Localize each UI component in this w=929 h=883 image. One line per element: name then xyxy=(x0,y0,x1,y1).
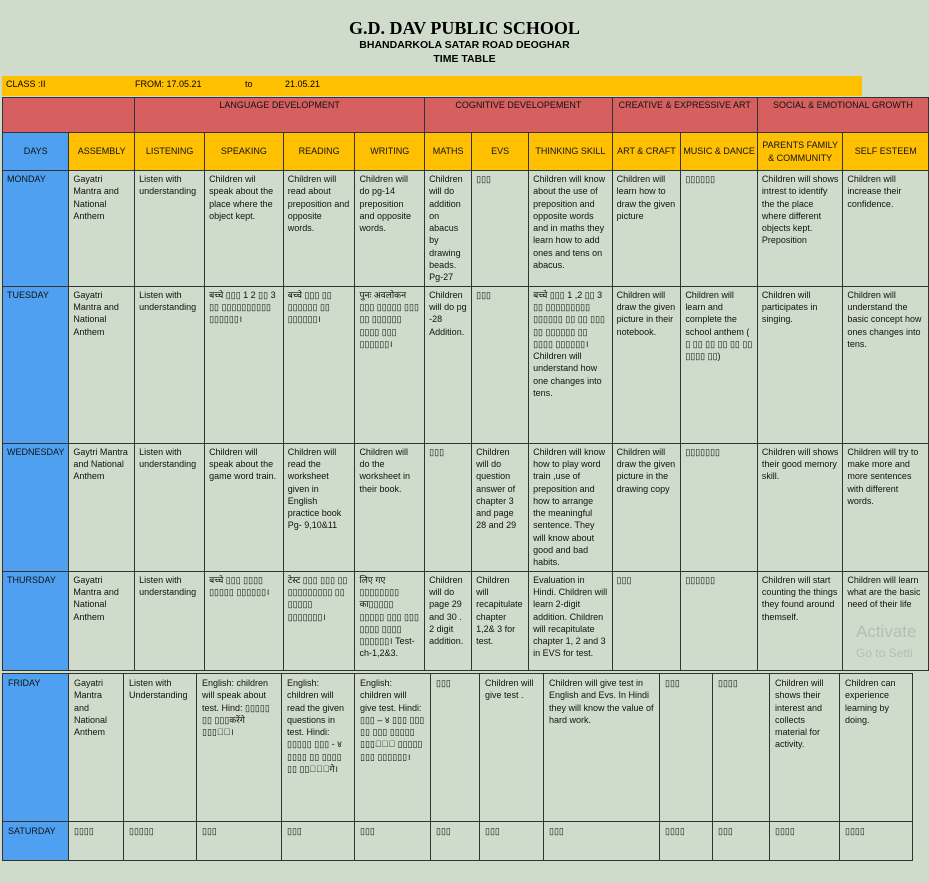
cell: ▯▯▯ xyxy=(425,443,472,571)
cell: ▯▯▯ xyxy=(472,286,529,443)
from-date: FROM: 17.05.21 xyxy=(135,79,202,89)
cell: ▯▯▯▯ xyxy=(840,822,913,861)
class-bar xyxy=(2,76,862,96)
day-cell: THURSDAY xyxy=(3,571,69,670)
cell: Children will do question answer of chapter 3 and page 28 and 29 xyxy=(472,443,529,571)
category-blank xyxy=(3,98,135,133)
cell: Children will shows their good memory skill. xyxy=(757,443,843,571)
cell: English: children will speak about test. Hind: ▯▯▯▯▯ ▯▯ ▯▯▯करेंगे ▯▯▯▯ै। xyxy=(197,674,282,822)
cell: लिए गए ▯▯▯▯▯▯▯▯ का▯▯▯▯▯ ▯▯▯▯▯ ▯▯▯ ▯▯▯ ▯▯▯▯ ▯▯▯▯ ▯▯▯▯▯▯। Test- ch-1,2&3. xyxy=(355,571,425,670)
cell: Children will do pg-14 preposition and opposite words. xyxy=(355,171,425,287)
category-language: LANGUAGE DEVELOPMENT xyxy=(135,98,425,133)
day-cell: FRIDAY xyxy=(3,674,69,822)
row-wednesday xyxy=(3,443,929,571)
cell: ▯▯▯▯▯▯▯ xyxy=(681,443,758,571)
cell: English: children will read the given questions in test. Hindi: ▯▯▯▯▯ ▯▯▯ - ४ ▯▯▯▯ ▯▯ ▯▯▯▯ ▯▯ ▯▯▯ेंगे। xyxy=(282,674,355,822)
settings-watermark: Go to Setti xyxy=(856,646,913,660)
cell: Children will draw the given picture in their notebook. xyxy=(612,286,681,443)
col-listening: LISTENING xyxy=(135,133,205,171)
cell: Children will learn how to draw the given picture xyxy=(612,171,681,287)
cell: ▯▯▯ xyxy=(197,822,282,861)
activate-watermark: Activate xyxy=(856,622,917,641)
to-label: to xyxy=(245,79,253,89)
col-parents-family: PARENTS FAMILY & COMMUNITY xyxy=(757,133,843,171)
document-title: TIME TABLE xyxy=(433,53,496,65)
cell: ▯▯▯▯ xyxy=(660,822,713,861)
cell: ▯▯▯▯ xyxy=(713,674,770,822)
school-address: BHANDARKOLA SATAR ROAD DEOGHAR xyxy=(359,39,570,51)
cell: Children will participates in singing. xyxy=(757,286,843,443)
cell: Children will do page 29 and 30 . 2 digit addition. xyxy=(425,571,472,670)
timetable-friday-saturday xyxy=(2,673,913,861)
cell: Children will learn what are the basic need of their life xyxy=(843,571,929,670)
class-label: CLASS :II xyxy=(6,79,46,89)
row-saturday xyxy=(3,822,913,861)
cell: Children will recapitulate chapter 1,2& 3 for test. xyxy=(472,571,529,670)
cell: Children will shows intrest to identify the the place where different objects kept. Preposition xyxy=(757,171,843,287)
column-header-row xyxy=(3,133,929,171)
cell: Listen with understanding xyxy=(135,443,205,571)
school-name: G.D. DAV PUBLIC SCHOOL xyxy=(349,18,580,38)
cell: ▯▯▯ xyxy=(612,571,681,670)
cell: Gayatri Mantra and National Anthem xyxy=(69,286,135,443)
cell: Children will start counting the things they found around themself. xyxy=(757,571,843,670)
cell: बच्चे ▯▯▯ ▯▯ ▯▯▯▯▯▯ ▯▯ ▯▯▯▯▯▯। xyxy=(283,286,355,443)
cell: Children wil speak about the place where the object kept. xyxy=(205,171,284,287)
cell: ▯▯▯▯▯▯ xyxy=(681,171,758,287)
cell: बच्चे ▯▯▯ ▯▯▯▯ ▯▯▯▯▯ ▯▯▯▯▯▯। xyxy=(205,571,284,670)
timetable-main xyxy=(2,97,929,671)
category-social: SOCIAL & EMOTIONAL GROWTH xyxy=(757,98,928,133)
cell: ▯▯▯▯▯▯ xyxy=(681,571,758,670)
cell: ▯▯▯ xyxy=(544,822,660,861)
col-speaking: SPEAKING xyxy=(205,133,284,171)
cell: Children will read about preposition and opposite words. xyxy=(283,171,355,287)
cell: Children will give test in English and Evs. In Hindi they will know the value of hard work. xyxy=(544,674,660,822)
cell: ▯▯▯ xyxy=(472,171,529,287)
row-thursday xyxy=(3,571,929,670)
cell: Listen with Understanding xyxy=(124,674,197,822)
cell: English: children will give test. Hindi: ▯▯▯ – ४ ▯▯▯ ▯▯▯ ▯▯ ▯▯▯ ▯▯▯▯▯ ▯▯▯▯ेे ▯▯▯▯▯ ▯▯▯ ▯▯▯▯▯▯। xyxy=(355,674,431,822)
col-self-esteem: SELF ESTEEM xyxy=(843,133,929,171)
day-cell: TUESDAY xyxy=(3,286,69,443)
cell: ▯▯▯ xyxy=(282,822,355,861)
cell: ▯▯▯ xyxy=(431,674,480,822)
cell: ▯▯▯▯ xyxy=(770,822,840,861)
category-row xyxy=(3,98,929,133)
cell: Listen with understanding xyxy=(135,286,205,443)
col-evs: EVS xyxy=(472,133,529,171)
cell: Children will speak about the game word train. xyxy=(205,443,284,571)
cell: Children will know how to play word train ,use of preposition and how to arrange the meaningful sentence. They will know about good and bad habits. xyxy=(529,443,613,571)
cell: Children will draw the given picture in the drawing copy xyxy=(612,443,681,571)
cell: Evaluation in Hindi. Children will learn 2-digit addition. Children will recapitulate chapter 1, 2 and 3 in EVS for test. xyxy=(529,571,613,670)
cell: ▯▯▯▯ xyxy=(69,822,124,861)
cell: Listen with understanding xyxy=(135,171,205,287)
cell: Gayatri Mantra and National Anthem xyxy=(69,674,124,822)
cell: Children will try to make more and more sentences with different words. xyxy=(843,443,929,571)
cell: Children will read the worksheet given in English practice book Pg- 9,10&11 xyxy=(283,443,355,571)
col-writing: WRITING xyxy=(355,133,425,171)
cell: ▯▯▯ xyxy=(431,822,480,861)
row-tuesday xyxy=(3,286,929,443)
cell: ▯▯▯▯▯ xyxy=(124,822,197,861)
col-maths: MATHS xyxy=(425,133,472,171)
cell: Gayatri Mantra and National Anthem xyxy=(69,571,135,670)
cell: Children will do addition on abacus by drawing beads. Pg-27 xyxy=(425,171,472,287)
cell: पुनः अवलोकन ▯▯▯ ▯▯▯▯▯ ▯▯▯ ▯▯ ▯▯▯▯▯▯ ▯▯▯▯ ▯▯▯ ▯▯▯▯▯▯। xyxy=(355,286,425,443)
category-creative: CREATIVE & EXPRESSIVE ART xyxy=(612,98,757,133)
cell: टेस्ट ▯▯▯ ▯▯▯ ▯▯ ▯▯▯▯▯▯▯▯▯ ▯▯ ▯▯▯▯▯ ▯▯▯▯▯▯▯। xyxy=(283,571,355,670)
col-art-craft: ART & CRAFT xyxy=(612,133,681,171)
cell: ▯▯▯ xyxy=(713,822,770,861)
cell: Gayatri Mantra and National Anthem xyxy=(69,171,135,287)
cell: ▯▯▯ xyxy=(660,674,713,822)
col-assembly: ASSEMBLY xyxy=(69,133,135,171)
cell: Children will shows their interest and collects material for activity. xyxy=(770,674,840,822)
day-cell: WEDNESDAY xyxy=(3,443,69,571)
to-date: 21.05.21 xyxy=(285,79,321,89)
row-friday xyxy=(3,674,913,822)
day-cell: SATURDAY xyxy=(3,822,69,861)
cell: Children will know about the use of preposition and opposite words and in maths they learn how to add ones and tens on abacus. xyxy=(529,171,613,287)
col-music-dance: MUSIC & DANCE xyxy=(681,133,758,171)
cell: Children will increase their confidence. xyxy=(843,171,929,287)
cell: ▯▯▯ xyxy=(480,822,544,861)
cell: Children will do the worksheet in their book. xyxy=(355,443,425,571)
cell: Gaytri Mantra and National Anthem xyxy=(69,443,135,571)
cell: Children will learn and complete the school anthem ( ▯ ▯▯ ▯▯ ▯▯ ▯▯ ▯▯ ▯▯▯▯ ▯▯) xyxy=(681,286,758,443)
col-days: DAYS xyxy=(3,133,69,171)
cell: बच्चे ▯▯▯ 1 ,2 ▯▯ 3 ▯▯ ▯▯▯▯▯▯▯▯▯ ▯▯▯▯▯▯ ▯▯ ▯▯ ▯▯▯ ▯▯ ▯▯▯▯▯▯ ▯▯ ▯▯▯▯ ▯▯▯▯▯▯। Children will understand how one changes into tens. xyxy=(529,286,613,443)
cell: Children will do pg -28 Addition. xyxy=(425,286,472,443)
cell: Children will understand the basic concept how ones changes into tens. xyxy=(843,286,929,443)
category-cognitive: COGNITIVE DEVELOPEMENT xyxy=(425,98,612,133)
cell: ▯▯▯ xyxy=(355,822,431,861)
cell: Children will give test . xyxy=(480,674,544,822)
day-cell: MONDAY xyxy=(3,171,69,287)
cell: बच्चे ▯▯▯ 1 2 ▯▯ 3 ▯▯ ▯▯▯▯▯▯▯▯▯▯ ▯▯▯▯▯▯। xyxy=(205,286,284,443)
row-monday xyxy=(3,171,929,287)
col-thinking-skill: THINKING SKILL xyxy=(529,133,613,171)
cell: Children can experience learning by doing. xyxy=(840,674,913,822)
cell: Listen with understanding xyxy=(135,571,205,670)
col-reading: READING xyxy=(283,133,355,171)
